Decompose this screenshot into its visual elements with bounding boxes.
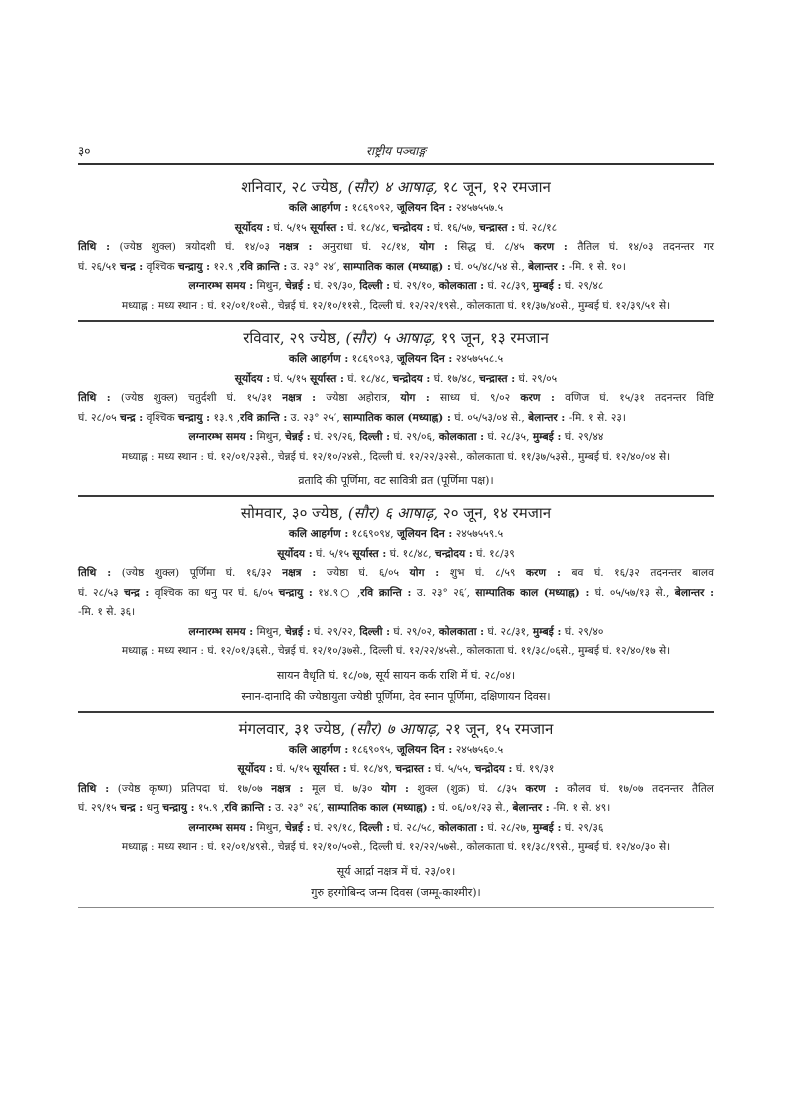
section-divider	[78, 711, 714, 713]
moonrise-label: चन्द्रोदय :	[474, 763, 513, 775]
mumbai-value: घं. २९/३६	[564, 821, 604, 834]
tithi-label: तिथि :	[78, 782, 110, 795]
sampatik-kal-value: घं. ०५/४८/५४ से.,	[454, 260, 525, 273]
moonset-value: घं. ५/५५,	[434, 763, 472, 775]
kolkata-label: कोलकाता :	[438, 431, 485, 443]
chandra-label: चन्द्र :	[124, 586, 150, 599]
julian-value: २४५७५६०.५	[455, 743, 504, 756]
nakshatra-label: नक्षत्र :	[282, 392, 317, 404]
tithi-value: (ज्येष्ठ शुक्ल) चतुर्दशी घं. १५/३१	[120, 392, 273, 404]
astronomical-note: सायन वैधृति घं. १८/०७, सूर्य सायन कर्क राशि में घं. २८/०४।	[276, 668, 516, 682]
lagna-value: मिथुन,	[256, 280, 282, 292]
sunrise-value: घं. ५/१५	[273, 372, 307, 385]
sunrise-value: घं. ५/१५	[316, 547, 350, 560]
nakshatra-value: ज्येष्ठा अहोरात्र,	[326, 392, 391, 404]
kali-julian-line	[78, 741, 714, 761]
sampatik-kal-value: घं. ०६/०१/२३ से.,	[438, 802, 510, 814]
sunset-value: घं. १८/४९,	[350, 763, 392, 775]
yoga-label: योग :	[381, 782, 409, 795]
karana-continued: घं. २८/०५	[78, 411, 117, 424]
kolkata-value: घं. २८/२७,	[487, 821, 530, 834]
delhi-label: दिल्ली :	[359, 625, 391, 638]
kali-value: १८६९०९२,	[351, 202, 394, 214]
chandra-value: वृश्चिक	[146, 260, 175, 273]
nakshatra-label: नक्षत्र :	[282, 567, 317, 579]
nakshatra-value: ज्येष्ठा घं. ६/०५	[326, 567, 399, 579]
kali-label: कलि आहर्गण :	[288, 353, 349, 365]
sun-moon-line	[78, 219, 714, 239]
madhyahna-label: मध्याह्न : मध्य स्थान :	[121, 450, 204, 463]
moonset-label: चन्द्रास्त :	[395, 763, 432, 775]
julian-label: जूलियन दिन :	[396, 202, 453, 214]
kali-julian-line	[78, 199, 714, 219]
day-title-greg: २१ जून, १५ रमजान	[445, 719, 554, 738]
karana-continued: घं. २६/५१	[78, 260, 117, 273]
madhyahna-value: घं. १२/०१/१०से., चेन्नई घं. १२/१०/११से., दिल्ली घं. १२/२२/१९से., कोलकाता घं. ११/३७/४०से., मुम्बई घं. १२/३९/५१ से।	[207, 299, 671, 312]
mumbai-label: मुम्बई :	[532, 821, 562, 834]
julian-value: २४५७५५९.५	[455, 528, 504, 540]
chandrayu-value: १४.९○ ,	[318, 586, 361, 599]
mumbai-value: घं. २९/४०	[564, 625, 604, 638]
mumbai-value: घं. २९/४८	[564, 280, 604, 292]
madhyahna-label: मध्याह्न : मध्य स्थान :	[121, 645, 204, 657]
julian-value: २४५७५५८.५	[455, 353, 504, 365]
sampatik-kal-value: घं. ०५/५७/१३ से.,	[594, 586, 670, 599]
sampatik-kal-label: साम्पातिक काल (मध्याह्न) :	[343, 260, 451, 273]
moonset-value: घं. २९/०५	[518, 372, 558, 385]
lagna-value: मिथुन,	[256, 625, 282, 638]
sunrise-label: सूर्योदय :	[277, 547, 313, 560]
belantar-label: बेलान्तर :	[528, 260, 566, 273]
sunrise-label: सूर्योदय :	[237, 763, 273, 775]
chandrayu-value: १५.९ ,	[197, 802, 225, 814]
chennai-value: घं. २९/३०,	[314, 280, 356, 292]
chennai-label: चेन्नई :	[285, 280, 311, 292]
yoga-label: योग :	[409, 567, 440, 579]
day-title-greg: १८ जून, १२ रमजान	[442, 178, 551, 196]
chandra-value: धनु	[146, 802, 159, 814]
kolkata-value: घं. २८/३१,	[487, 625, 530, 638]
kali-julian-line	[78, 350, 714, 370]
chandrayu-label: चन्द्रायु :	[278, 586, 313, 599]
karana-label: करण :	[520, 392, 555, 404]
tithi-line	[78, 238, 714, 258]
tithi-label: तिथि :	[78, 241, 111, 253]
sunset-value: घं. १८/४८,	[347, 372, 390, 385]
page-number: ३०	[78, 144, 91, 158]
yoga-label: योग :	[419, 241, 448, 253]
sampatik-kal-label: साम्पातिक काल (मध्याह्न) :	[475, 586, 590, 599]
delhi-value: घं. २९/१०,	[393, 280, 436, 292]
madhyahna-value: घं. १२/०१/२३से., चेन्नई घं. १२/१०/२४से., दिल्ली घं. १२/२२/३२से., कोलकाता घं. ११/३७/५३से., मुम्बई घं. १२/४०/०४ से।	[207, 450, 671, 463]
madhyahna-line	[78, 642, 714, 662]
madhyahna-value: घं. १२/०१/३६से., चेन्नई घं. १२/१०/३७से., दिल्ली घं. १२/२२/४५से., कोलकाता घं. ११/३८/०६से., मुम्बई घं. १२/४०/१७ से।	[207, 645, 671, 657]
chandra-line	[78, 258, 714, 278]
chandrayu-label: चन्द्रायु :	[177, 260, 211, 273]
delhi-label: दिल्ली :	[359, 431, 391, 443]
day-title	[78, 502, 714, 524]
ravi-kranti-label: रवि क्रान्ति :	[360, 586, 412, 599]
karana-label: करण :	[525, 567, 561, 579]
kali-label: कलि आहर्गण :	[288, 202, 349, 214]
chennai-value: घं. २९/२२,	[314, 625, 356, 638]
day-title-greg: २० जून, १४ रमजान	[442, 504, 552, 522]
chandra-line	[78, 409, 714, 429]
karana-label: करण :	[533, 241, 568, 253]
header-rule	[78, 163, 714, 165]
tithi-label: तिथि :	[78, 567, 112, 579]
yoga-label: योग :	[400, 392, 430, 404]
lagna-line	[78, 428, 714, 448]
belantar-label: बेलान्तर :	[674, 586, 715, 599]
sampatik-kal-label: साम्पातिक काल (मध्याह्न) :	[343, 411, 451, 424]
section-divider	[78, 907, 714, 909]
day-title-weekday: सोमवार, ३० ज्येष्ठ,	[240, 504, 344, 522]
sunrise-value: घं. ५/१५	[273, 221, 307, 234]
lagna-label: लग्नारम्भ समय :	[188, 280, 254, 292]
sampatik-kal-value: घं. ०५/५३/०४ से.,	[454, 411, 525, 424]
day-entry-tuesday	[78, 718, 714, 909]
sunrise-label: सूर्योदय :	[234, 372, 271, 385]
nakshatra-value: अनुराधा घं. २८/१४,	[321, 241, 410, 253]
tithi-value: (ज्येष्ठ कृष्ण) प्रतिपदा घं. १७/०७	[117, 782, 263, 795]
kali-julian-line	[78, 525, 714, 545]
chennai-label: चेन्नई :	[285, 821, 311, 834]
kolkata-label: कोलकाता :	[438, 280, 485, 292]
kolkata-value: घं. २८/३५,	[487, 431, 530, 443]
chandrayu-label: चन्द्रायु :	[162, 802, 195, 814]
moonrise-value: घं. १८/३९	[476, 547, 515, 560]
yoga-value: सिद्ध घं. ८/४५	[457, 241, 525, 253]
sun-moon-line	[78, 370, 714, 390]
lagna-label: लग्नारम्भ समय :	[188, 431, 254, 443]
delhi-value: घं. २९/०२,	[393, 625, 436, 638]
tithi-value: (ज्येष्ठ शुक्ल) पूर्णिमा घं. १६/३२	[121, 567, 272, 579]
kali-value: १८६९०९५,	[351, 743, 394, 756]
belantar-value: -मि. १ से. ४९।	[553, 802, 611, 814]
delhi-value: घं. २९/०६,	[393, 431, 436, 443]
karana-value: कौलव घं. १७/०७ तदनन्तर तैतिल	[567, 782, 714, 795]
day-title	[78, 718, 714, 740]
belantar-value: -मि. १ से. १०।	[568, 260, 626, 273]
chandra-value: वृश्चिक	[146, 411, 175, 424]
kali-value: १८६९०९३,	[351, 353, 394, 365]
lagna-line	[78, 819, 714, 839]
moonrise-value: घं. १६/५७,	[433, 221, 476, 234]
sun-moon-line	[78, 545, 714, 565]
moonset-label: चन्द्रास्त :	[479, 221, 516, 234]
sunset-label: सूर्यास्त :	[312, 763, 347, 775]
day-title-weekday: मंगलवार, ३१ ज्येष्ठ,	[238, 719, 346, 738]
page-header	[78, 136, 714, 164]
day-title	[78, 327, 714, 349]
festival-note: व्रतादि की पूर्णिमा, वट सावित्री व्रत (पूर्णिमा पक्ष)।	[298, 474, 494, 487]
chandra-value: वृश्चिक का धनु पर घं. ६/०५	[154, 586, 274, 599]
kali-value: १८६९०९४,	[351, 528, 394, 540]
lagna-line	[78, 623, 714, 643]
moonset-label: चन्द्रास्त :	[479, 372, 516, 385]
kolkata-value: घं. २८/३९,	[487, 280, 530, 292]
day-title-saur: (सौर) ४ आषाढ़,	[347, 178, 438, 196]
belantar-label: बेलान्तर :	[512, 802, 550, 814]
day-title-saur: (सौर) ६ आषाढ़,	[347, 504, 439, 522]
madhyahna-line	[78, 838, 714, 858]
moonset-value: घं. २८/१८	[518, 221, 558, 234]
kali-label: कलि आहर्गण :	[288, 528, 349, 540]
moonrise-label: चन्द्रोदय :	[392, 221, 431, 234]
chandrayu-label: चन्द्रायु :	[177, 411, 211, 424]
mumbai-label: मुम्बई :	[532, 625, 562, 638]
day-entry-sunday	[78, 327, 714, 497]
madhyahna-label: मध्याह्न : मध्य स्थान :	[121, 841, 204, 853]
chandra-label: चन्द्र :	[119, 802, 144, 814]
madhyahna-value: घं. १२/०१/४९से., चेन्नई घं. १२/१०/५०से., दिल्ली घं. १२/२२/५७से., कोलकाता घं. ११/३८/१९से., मुम्बई घं. १२/४०/३० से।	[207, 841, 671, 853]
nakshatra-value: मूल घं. ७/३०	[312, 782, 373, 795]
sunrise-value: घं. ५/१५	[276, 763, 310, 775]
day-entry-monday	[78, 502, 714, 713]
ravi-kranti-value: उ. २३° २५′,	[290, 411, 340, 424]
sunrise-label: सूर्योदय :	[234, 221, 271, 234]
mumbai-value: घं. २९/४४	[564, 431, 604, 443]
lagna-value: मिथुन,	[256, 821, 282, 834]
festival-note: गुरु हरगोबिन्द जन्म दिवस (जम्मू-काश्मीर)।	[311, 885, 481, 899]
yoga-value: शुक्ल (शुक्र) घं. ८/३५	[417, 782, 517, 795]
tithi-line	[78, 564, 714, 584]
delhi-label: दिल्ली :	[359, 821, 391, 834]
section-divider	[78, 320, 714, 322]
nakshatra-label: नक्षत्र :	[271, 782, 304, 795]
kolkata-label: कोलकाता :	[438, 625, 485, 638]
julian-label: जूलियन दिन :	[396, 528, 453, 540]
lagna-line	[78, 277, 714, 297]
chennai-value: घं. २९/१८,	[314, 821, 356, 834]
day-title	[78, 176, 714, 198]
chennai-value: घं. २९/२६,	[314, 431, 356, 443]
sunset-label: सूर्यास्त :	[310, 221, 344, 234]
tithi-line	[78, 389, 714, 409]
mumbai-label: मुम्बई :	[532, 431, 562, 443]
julian-label: जूलियन दिन :	[396, 743, 453, 756]
day-entry-saturday	[78, 176, 714, 322]
ravi-kranti-label: रवि क्रान्ति :	[224, 802, 272, 814]
moonrise-value: घं. १९/३१	[515, 763, 555, 775]
sun-moon-line	[78, 760, 714, 780]
delhi-value: घं. २८/५८,	[393, 821, 436, 834]
day-title-greg: १९ जून, १३ रमजान	[440, 329, 549, 347]
karana-label: करण :	[525, 782, 559, 795]
tithi-label: तिथि :	[78, 392, 111, 404]
lagna-value: मिथुन,	[256, 431, 282, 443]
sunset-label: सूर्यास्त :	[352, 547, 387, 560]
day-title-saur: (सौर) ७ आषाढ़,	[350, 719, 441, 738]
karana-value: वणिज घं. १५/३१ तदनन्तर विष्टि	[565, 392, 714, 404]
madhyahna-label: मध्याह्न : मध्य स्थान :	[121, 299, 204, 312]
lagna-label: लग्नारम्भ समय :	[188, 821, 254, 834]
ravi-kranti-label: रवि क्रान्ति :	[240, 411, 288, 424]
moonrise-label: चन्द्रोदय :	[435, 547, 473, 560]
festival-note: स्नान-दानादि की ज्येष्ठायुता ज्येष्ठी पूर्णिमा, देव स्नान पूर्णिमा, दक्षिणायन दिवस।	[241, 689, 551, 703]
chennai-label: चेन्नई :	[285, 625, 311, 638]
kolkata-label: कोलकाता :	[438, 821, 485, 834]
ravi-kranti-value: उ. २३° २४′,	[290, 260, 340, 273]
tithi-line	[78, 780, 714, 800]
chennai-label: चेन्नई :	[285, 431, 311, 443]
karana-value: तैतिल घं. १४/०३ तदनन्तर गर	[577, 241, 715, 253]
yoga-value: साध्य घं. ९/०२	[440, 392, 511, 404]
delhi-label: दिल्ली :	[359, 280, 391, 292]
karana-continued: घं. २९/१५	[78, 802, 117, 814]
running-title: राष्ट्रीय पञ्चाङ्ग	[366, 144, 426, 158]
belantar-value: -मि. १ से. २३।	[568, 411, 626, 424]
chandra-line	[78, 584, 714, 604]
chandra-label: चन्द्र :	[119, 260, 144, 273]
day-title-saur: (सौर) ५ आषाढ़,	[345, 329, 436, 347]
julian-value: २४५७५५७.५	[455, 202, 504, 214]
sampatik-kal-label: साम्पातिक काल (मध्याह्न) :	[327, 802, 436, 814]
belantar-line	[78, 603, 714, 623]
chandrayu-value: १३.९ ,	[213, 411, 241, 424]
section-divider	[78, 495, 714, 497]
tithi-value: (ज्येष्ठ शुक्ल) त्रयोदशी घं. १४/०३	[119, 241, 270, 253]
madhyahna-line	[78, 297, 714, 317]
kali-label: कलि आहर्गण :	[288, 743, 349, 756]
sunset-label: सूर्यास्त :	[310, 372, 344, 385]
ravi-kranti-label: रवि क्रान्ति :	[240, 260, 288, 273]
lagna-label: लग्नारम्भ समय :	[188, 625, 254, 638]
sunset-value: घं. १८/४८,	[389, 547, 432, 560]
nakshatra-label: नक्षत्र :	[279, 241, 313, 253]
mumbai-label: मुम्बई :	[532, 280, 562, 292]
madhyahna-line	[78, 448, 714, 468]
panchang-content	[78, 176, 714, 913]
day-title-weekday: रविवार, २९ ज्येष्ठ,	[243, 329, 341, 347]
chandrayu-value: १२.९ ,	[213, 260, 241, 273]
belantar-value: -मि. १ से. ३६।	[78, 606, 136, 618]
karana-continued: घं. २८/५३	[78, 586, 119, 599]
chandra-label: चन्द्र :	[119, 411, 144, 424]
yoga-value: शुभ घं. ८/५९	[449, 567, 516, 579]
karana-value: बव घं. १६/३२ तदनन्तर बालव	[571, 567, 714, 579]
day-title-weekday: शनिवार, २८ ज्येष्ठ,	[241, 178, 343, 196]
sunset-value: घं. १८/४८,	[347, 221, 390, 234]
belantar-label: बेलान्तर :	[528, 411, 566, 424]
ravi-kranti-value: उ. २३° २६′,	[275, 802, 325, 814]
chandra-line	[78, 799, 714, 819]
moonrise-value: घं. १७/४८,	[433, 372, 476, 385]
astronomical-note: सूर्य आर्द्रा नक्षत्र में घं. २३/०१।	[336, 864, 456, 878]
julian-label: जूलियन दिन :	[396, 353, 453, 365]
moonrise-label: चन्द्रोदय :	[392, 372, 431, 385]
ravi-kranti-value: उ. २३° २६′,	[416, 586, 470, 599]
